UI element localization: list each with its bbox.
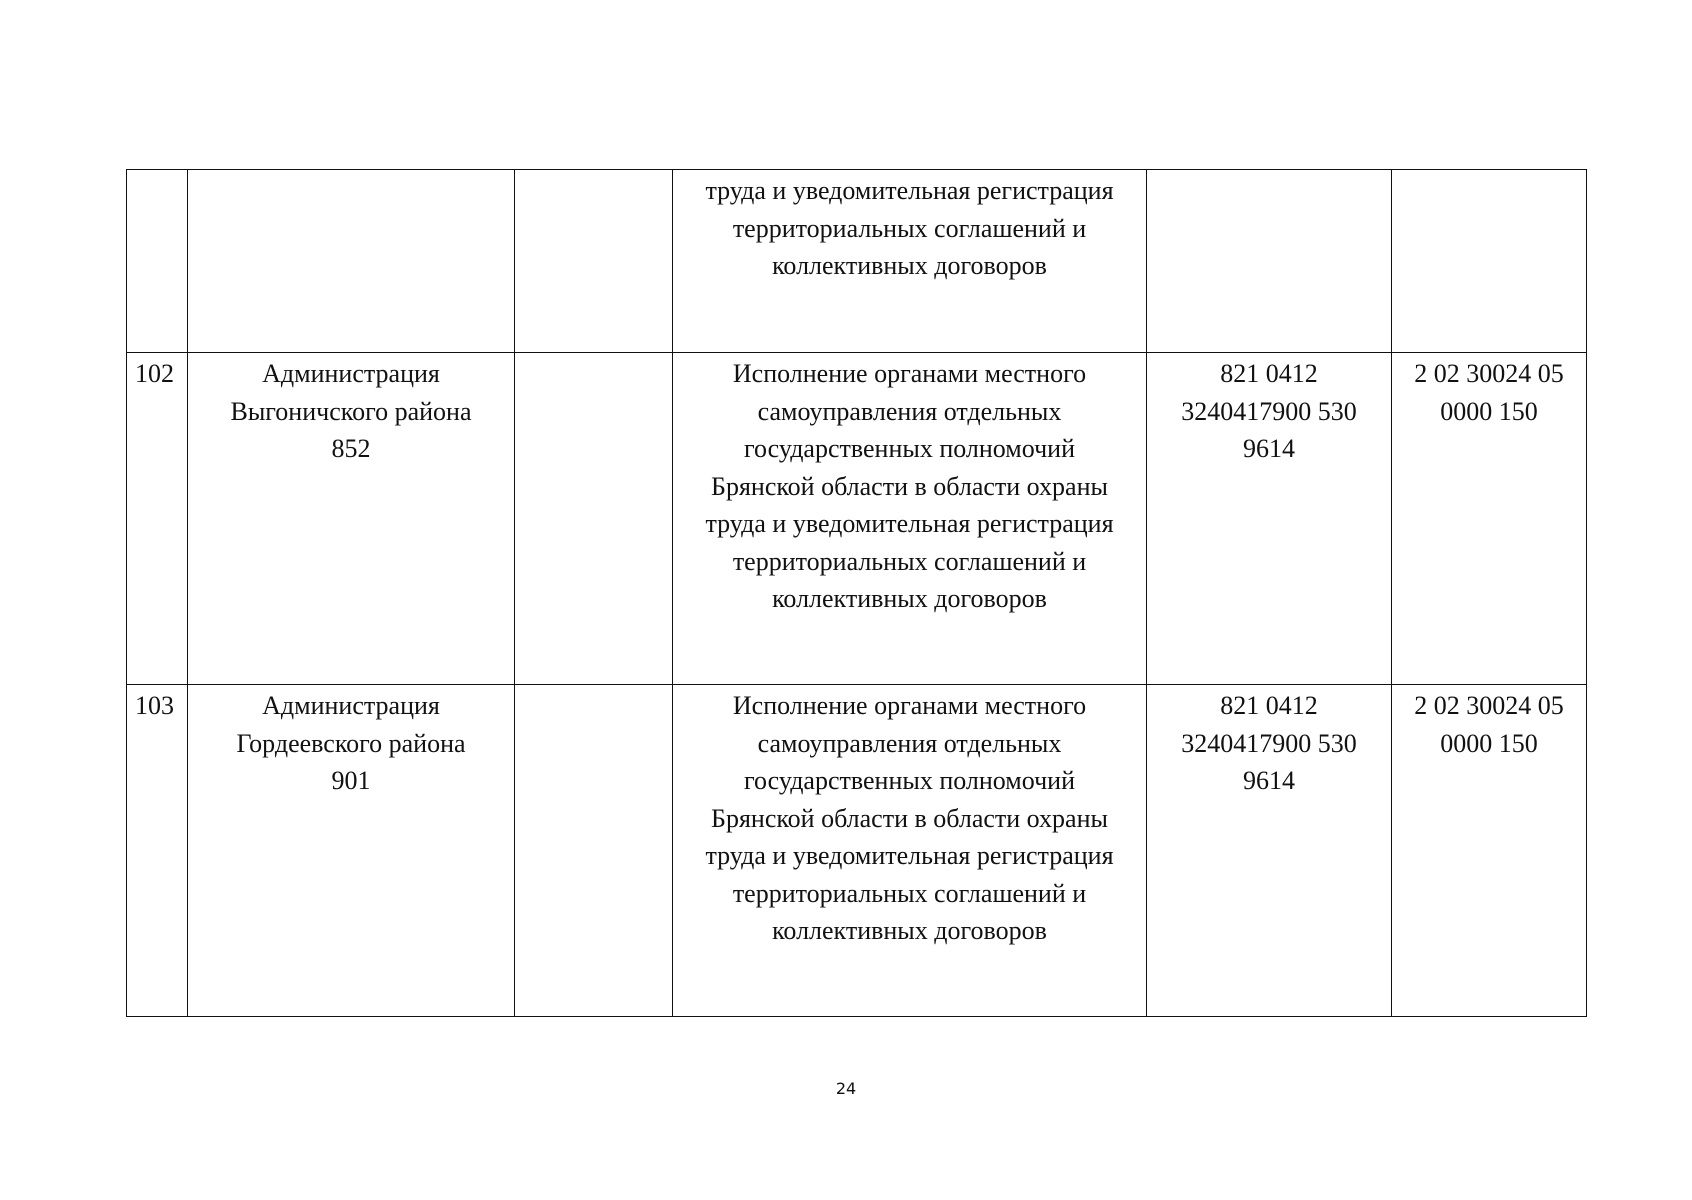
row-number-cell [127, 353, 188, 685]
organization-line: Администрация [262, 359, 440, 388]
revenue-code-line: 0000 150 [1440, 396, 1538, 426]
description-cell [673, 170, 1147, 353]
revenue-code-cell [1392, 353, 1587, 685]
description-line: государственных полномочий [743, 766, 1075, 795]
table-row [127, 353, 1587, 685]
description-line: государственных полномочий [743, 434, 1075, 463]
organization-line: Гордеевского района [236, 728, 466, 758]
revenue-code-cell [1392, 685, 1587, 1017]
description-line: коллективных договоров [772, 584, 1047, 613]
organization-line: Администрация [262, 691, 440, 720]
description-line: коллективных договоров [772, 916, 1047, 945]
empty-cell [515, 685, 673, 1017]
description-line: самоуправления отдельных [757, 728, 1062, 758]
description-line: Брянской области в области охраны [711, 803, 1108, 833]
description-line: труда и уведомительная регистрация [705, 509, 1114, 538]
description-cell [673, 353, 1147, 685]
budget-code-cell [1147, 353, 1392, 685]
budget-code-line: 9614 [1243, 434, 1295, 463]
description-line: коллективных договоров [772, 251, 1047, 280]
description-line: территориальных соглашений и [732, 878, 1087, 908]
budget-code-line: 9614 [1243, 766, 1295, 795]
budget-code-cell [1147, 170, 1392, 353]
description-line: труда и уведомительная регистрация [705, 841, 1114, 870]
description-cell [673, 685, 1147, 1017]
revenue-code-line: 0000 150 [1440, 728, 1538, 758]
organization-cell [188, 685, 515, 1017]
revenue-code-line: 2 02 30024 05 [1414, 359, 1564, 388]
description-line: Брянской области в области охраны [711, 471, 1108, 501]
budget-code-line: 821 0412 [1220, 691, 1318, 720]
empty-cell [515, 353, 673, 685]
organization-code: 901 [331, 766, 371, 795]
description-line: территориальных соглашений и [732, 213, 1087, 243]
budget-code-line: 3240417900 530 [1181, 396, 1357, 426]
table-row-continuation [127, 170, 1587, 353]
organization-line: Выгоничского района [230, 396, 472, 426]
empty-cell [515, 170, 673, 353]
description-line: самоуправления отдельных [757, 396, 1062, 426]
budget-allocation-table [126, 169, 1587, 1017]
description-line: Исполнение органами местного [732, 691, 1087, 720]
revenue-code-line: 2 02 30024 05 [1414, 691, 1564, 720]
description-line: Исполнение органами местного [732, 359, 1087, 388]
budget-code-line: 821 0412 [1220, 359, 1318, 388]
row-number-cell [127, 685, 188, 1017]
budget-code-line: 3240417900 530 [1181, 728, 1357, 758]
page-number: 24 [835, 1079, 857, 1098]
row-number: 103 [135, 691, 174, 720]
row-number: 102 [135, 359, 174, 388]
budget-code-cell [1147, 685, 1392, 1017]
table-row [127, 685, 1587, 1017]
description-line: труда и уведомительная регистрация [705, 176, 1114, 205]
organization-code: 852 [331, 434, 371, 463]
description-line: территориальных соглашений и [732, 546, 1087, 576]
organization-cell [188, 353, 515, 685]
row-number-cell [127, 170, 188, 353]
organization-cell [188, 170, 515, 353]
revenue-code-cell [1392, 170, 1587, 353]
